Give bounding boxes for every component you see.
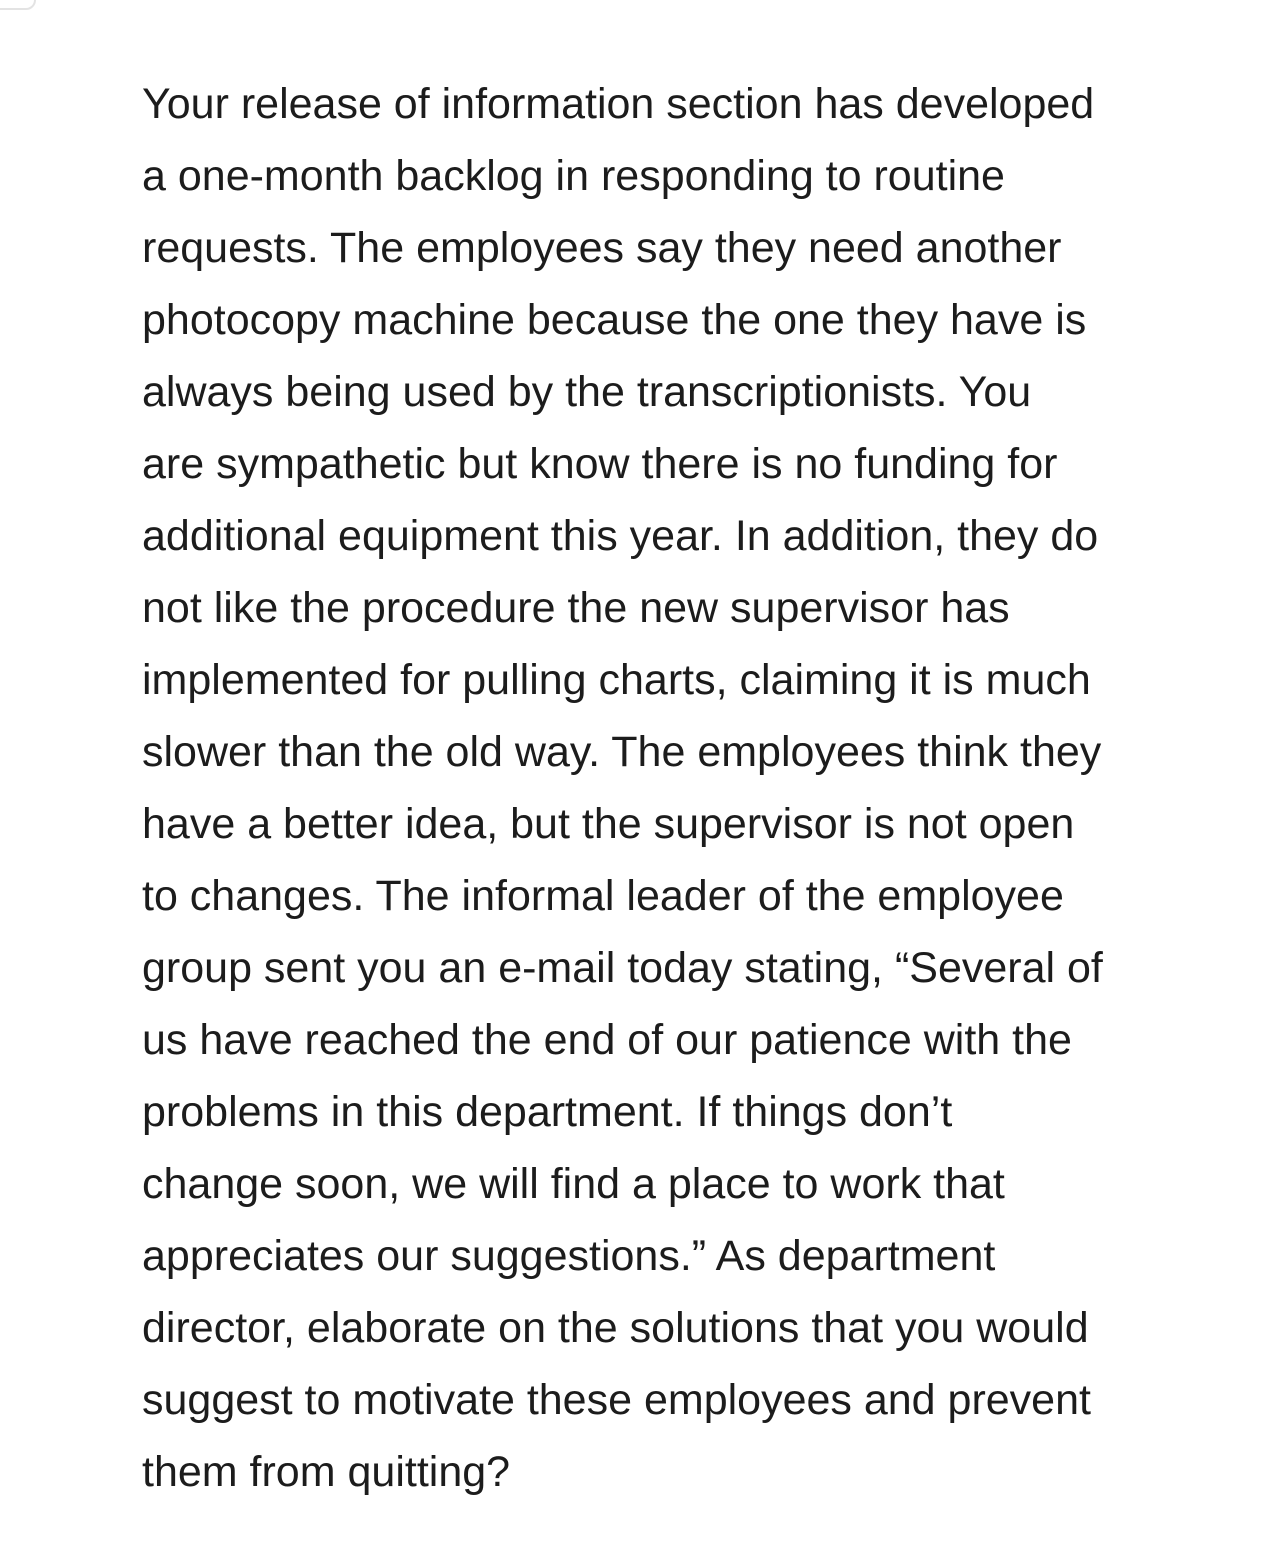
passage-line: always being used by the transcriptionists. You [142,368,1032,416]
passage-line: change soon, we will find a place to work that [142,1160,1005,1208]
passage-line: implemented for pulling charts, claiming it is much [142,656,1091,704]
passage-line: us have reached the end of our patience with the [142,1016,1072,1064]
passage-line: appreciates our suggestions.” As department [142,1232,996,1280]
passage-line: problems in this department. If things don’t [142,1088,953,1136]
passage-line: have a better idea, but the supervisor is not open [142,800,1075,848]
passage-line: are sympathetic but know there is no funding for [142,440,1058,488]
passage-line: suggest to motivate these employees and prevent [142,1376,1091,1424]
passage-line: slower than the old way. The employees think they [142,728,1102,776]
passage-line: to changes. The informal leader of the employee [142,872,1064,920]
passage-line: not like the procedure the new supervisor has [142,584,1010,632]
passage-line: additional equipment this year. In addition, they do [142,512,1099,560]
passage-line: a one-month backlog in responding to routine [142,152,1005,200]
question-passage [142,68,1162,1508]
passage-line: group sent you an e-mail today stating, “Several of [142,944,1103,992]
passage-line: Your release of information section has developed [142,80,1095,128]
corner-frame-edge [0,0,36,10]
passage-line: director, elaborate on the solutions that you would [142,1304,1089,1352]
passage-line: them from quitting? [142,1448,511,1496]
passage-line: photocopy machine because the one they have is [142,296,1087,344]
passage-line: requests. The employees say they need another [142,224,1062,272]
